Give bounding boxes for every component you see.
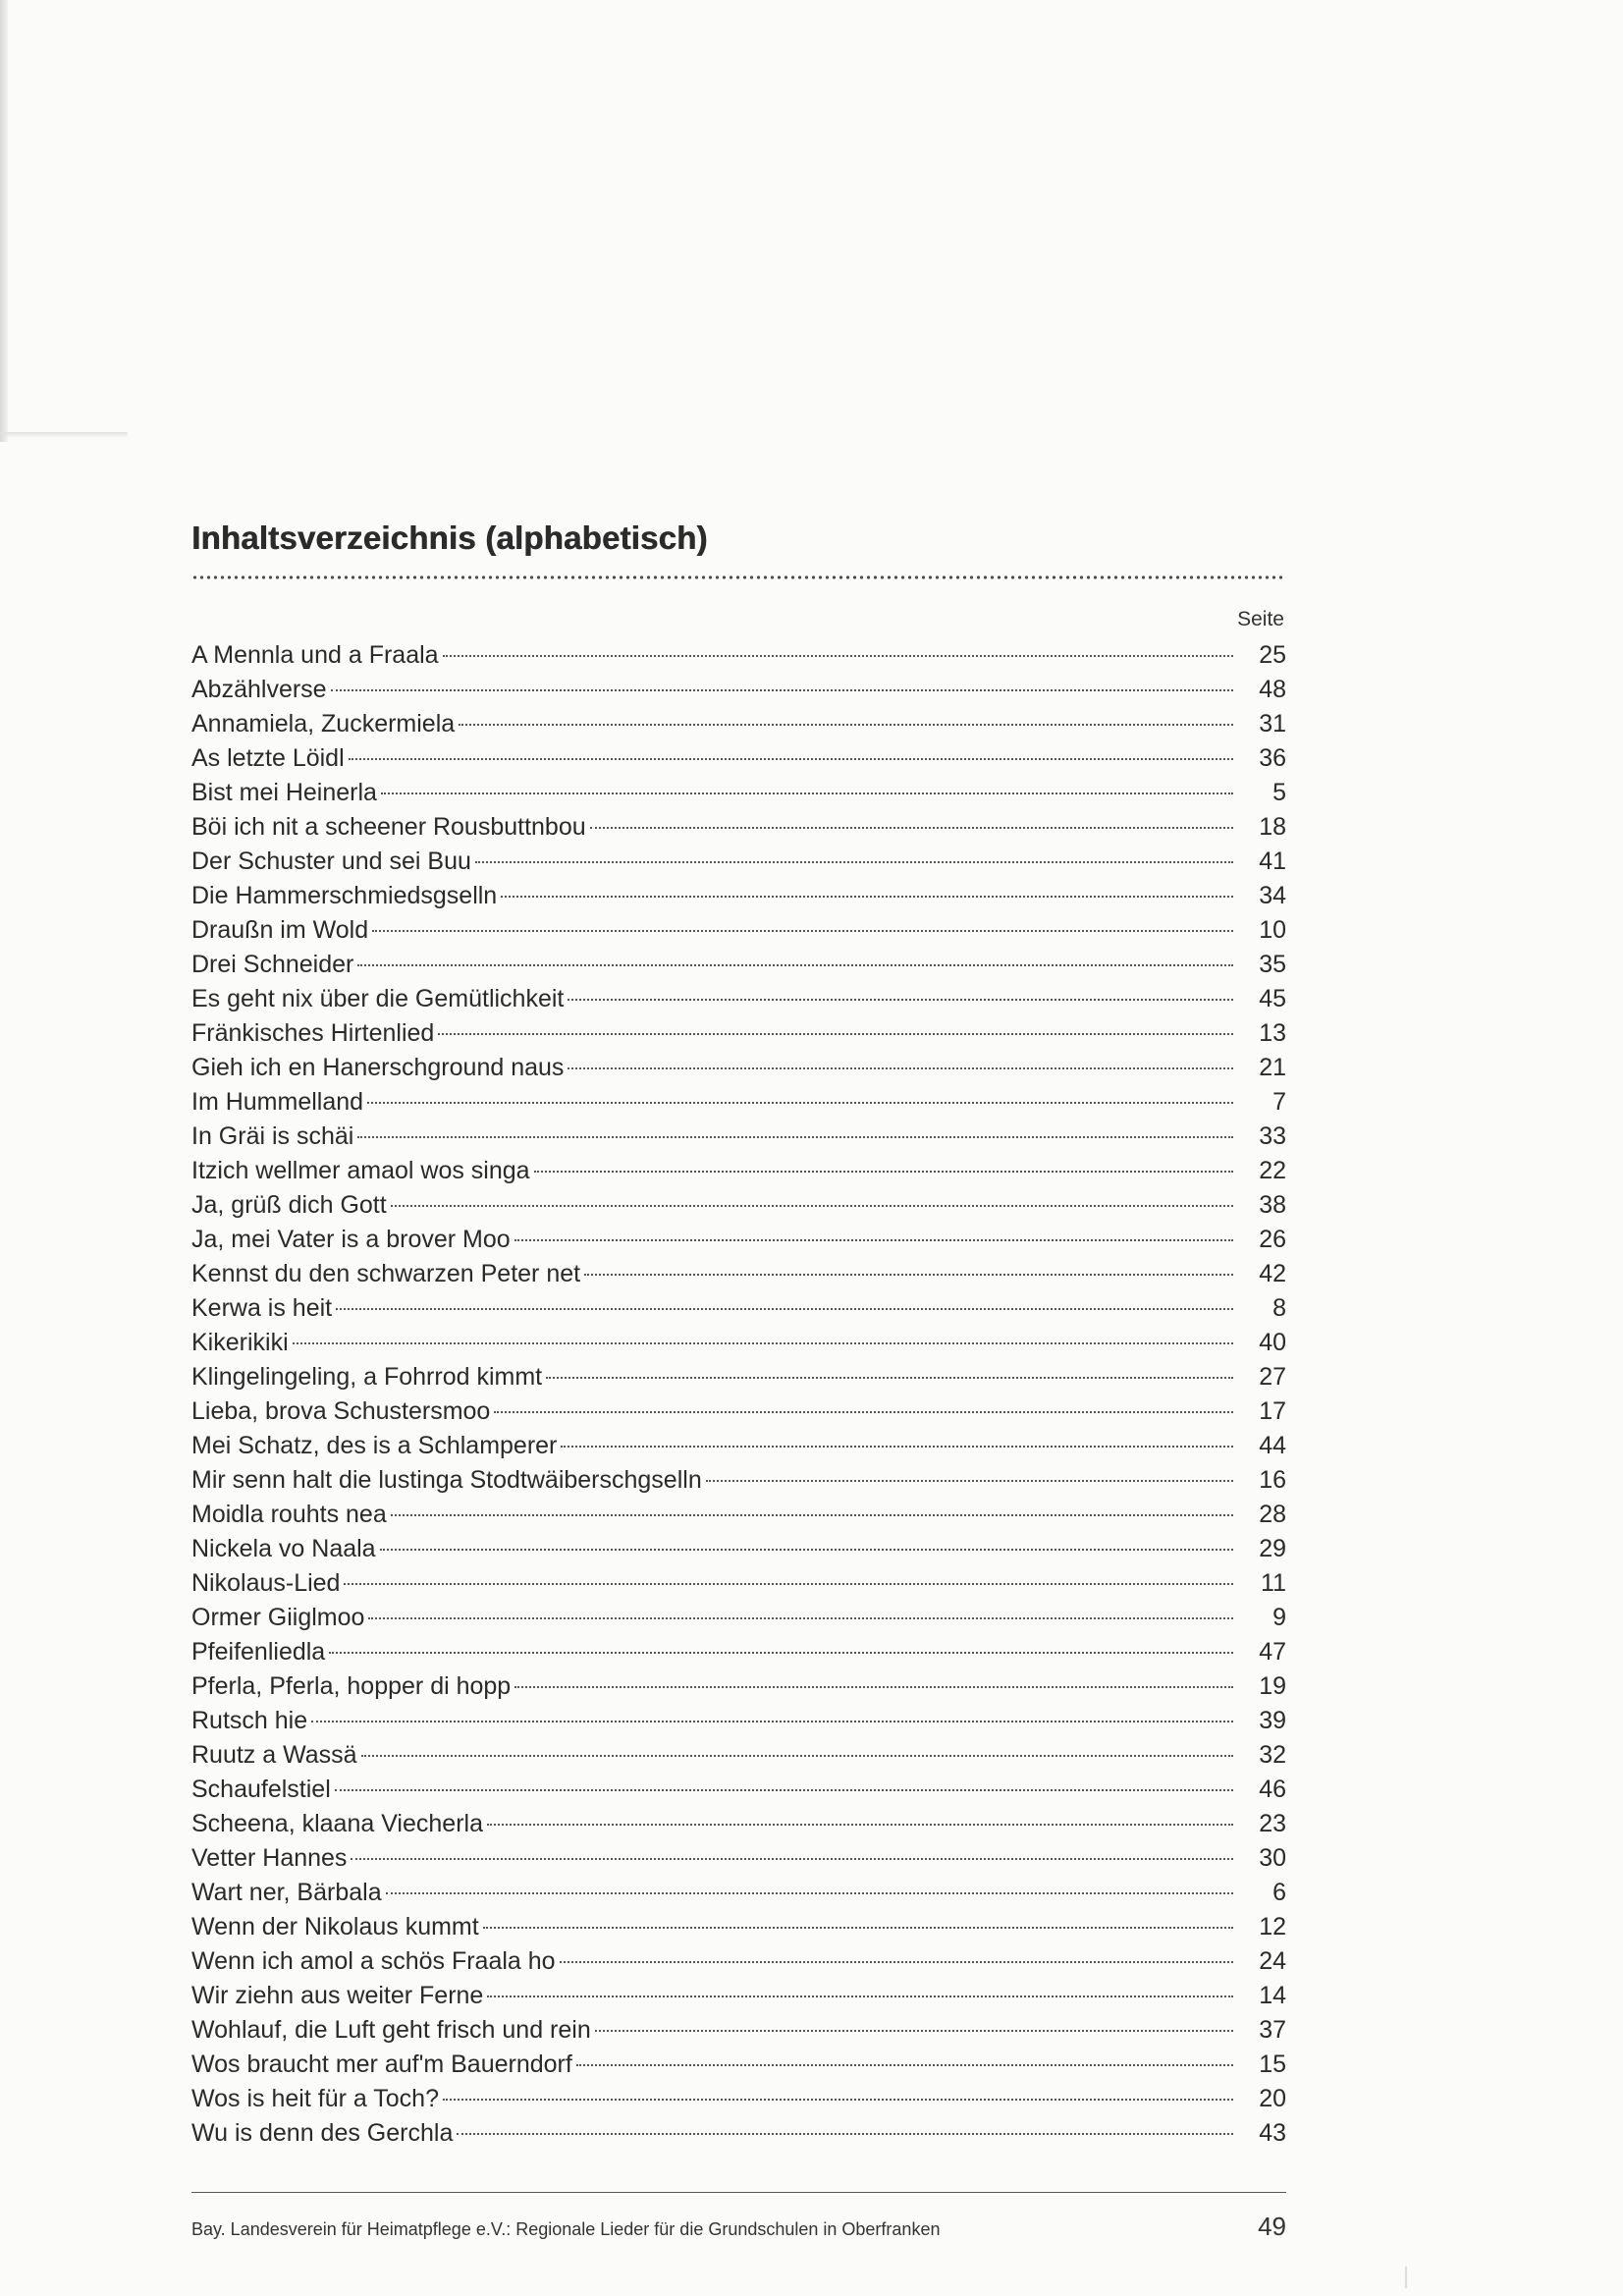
toc-entry-title: Kennst du den schwarzen Peter net [191,1260,581,1287]
dot-leader [361,1755,1233,1757]
dot-leader [595,2030,1233,2032]
toc-entry-title: Wir ziehn aus weiter Ferne [191,1982,484,2009]
table-of-contents [191,638,1286,2151]
toc-entry [191,1532,1286,1566]
toc-entry-title: Ormer Giiglmoo [191,1604,365,1631]
toc-entry-page: 19 [1259,1672,1286,1700]
dot-leader [381,793,1233,794]
toc-entry-page: 28 [1259,1501,1286,1528]
toc-entry-page: 15 [1259,2050,1286,2078]
dot-leader [443,2099,1233,2101]
toc-entry [191,741,1286,776]
dot-leader [487,1995,1233,1997]
toc-entry [191,1738,1286,1773]
toc-entry-title: Lieba, brova Schustersmoo [191,1397,491,1425]
toc-entry [191,2048,1286,2082]
toc-entry-page: 39 [1259,1707,1286,1734]
dot-leader [514,1686,1233,1688]
toc-entry [191,1326,1286,1360]
toc-entry-page: 43 [1259,2119,1286,2147]
toc-entry-page: 31 [1259,710,1286,738]
toc-entry [191,2116,1286,2151]
dot-leader [494,1411,1233,1413]
toc-entry [191,1154,1286,1188]
toc-entry-title: Draußn im Wold [191,916,369,944]
toc-entry-title: Wohlauf, die Luft geht frisch und rein [191,2016,591,2044]
dot-leader [475,861,1233,863]
toc-entry [191,1463,1286,1498]
toc-entry [191,1807,1286,1841]
toc-entry [191,1016,1286,1051]
toc-entry [191,638,1286,673]
dot-leader [483,1927,1233,1929]
dot-leader [487,1824,1233,1826]
toc-entry-title: Böi ich nit a scheener Rousbuttnbou [191,813,586,841]
page-column-label: Seite [1237,608,1284,630]
scan-mark [1405,2267,1407,2288]
toc-entry-title: Drei Schneider [191,951,354,978]
toc-entry-title: Klingelingeling, a Fohrrod kimmt [191,1363,543,1391]
dot-leader [336,1308,1233,1310]
toc-entry-page: 9 [1272,1604,1286,1631]
toc-entry-page: 25 [1259,641,1286,669]
toc-entry [191,1498,1286,1532]
toc-entry-title: Scheena, klaana Viecherla [191,1810,483,1837]
dot-leader [331,689,1233,691]
dot-leader [329,1652,1233,1654]
toc-entry-title: Die Hammerschmiedsgselln [191,882,498,909]
toc-entry-title: Itzich wellmer amaol wos singa [191,1157,530,1184]
toc-entry-page: 23 [1259,1810,1286,1837]
toc-entry-page: 45 [1259,985,1286,1012]
toc-entry-title: Nickela vo Naala [191,1535,376,1562]
dot-leader [335,1789,1233,1791]
page-title: Inhaltsverzeichnis (alphabetisch) [191,519,708,556]
dot-leader [311,1721,1233,1722]
toc-entry-page: 36 [1259,744,1286,772]
toc-entry-title: As letzte Löidl [191,744,345,772]
toc-entry-title: Wos is heit für a Toch? [191,2085,439,2112]
toc-entry-title: Annamiela, Zuckermiela [191,710,456,738]
toc-entry-page: 7 [1272,1088,1286,1116]
toc-entry-page: 10 [1259,916,1286,944]
toc-entry-title: Wos braucht mer auf'm Bauerndorf [191,2050,572,2078]
toc-entry [191,810,1286,845]
toc-entry-title: Ja, mei Vater is a brover Moo [191,1226,511,1253]
dot-leader [560,1961,1233,1963]
dot-leader [391,1514,1233,1516]
toc-entry [191,913,1286,948]
toc-entry [191,948,1286,982]
toc-entry [191,1360,1286,1394]
toc-entry-page: 40 [1259,1329,1286,1356]
toc-entry [191,1841,1286,1876]
dot-leader [391,1205,1233,1207]
toc-entry-title: Im Hummelland [191,1088,364,1116]
toc-entry-title: Fränkisches Hirtenlied [191,1019,435,1047]
dot-leader [534,1171,1233,1173]
toc-entry-title: In Gräi is schäi [191,1122,354,1150]
dot-leader [584,1274,1233,1276]
toc-entry [191,2082,1286,2116]
dot-leader [568,1067,1233,1069]
dot-leader [368,1617,1233,1619]
toc-entry [191,982,1286,1016]
toc-entry-page: 33 [1259,1122,1286,1150]
toc-entry [191,1120,1286,1154]
toc-entry-title: Schaufelstiel [191,1776,331,1803]
toc-entry-title: Der Schuster und sei Buu [191,847,471,875]
toc-entry-page: 34 [1259,882,1286,909]
toc-entry-page: 5 [1272,779,1286,806]
dot-leader [459,724,1233,726]
toc-entry [191,1979,1286,2013]
toc-entry [191,1051,1286,1085]
toc-entry [191,1944,1286,1979]
toc-entry-page: 27 [1259,1363,1286,1391]
dot-leader [514,1239,1233,1241]
toc-entry [191,1601,1286,1635]
toc-entry-title: Gieh ich en Hanerschground naus [191,1054,565,1081]
dot-leader [546,1377,1233,1379]
toc-entry-page: 26 [1259,1226,1286,1253]
dot-leader [561,1446,1233,1448]
toc-entry-page: 12 [1259,1913,1286,1941]
dotted-divider [191,575,1286,579]
dot-leader [501,896,1233,898]
toc-entry-page: 17 [1259,1397,1286,1425]
toc-entry-page: 8 [1272,1294,1286,1322]
toc-entry-title: Pfeifenliedla [191,1638,326,1666]
toc-entry-title: Es geht nix über die Gemütlichkeit [191,985,565,1012]
toc-entry-title: Kerwa is heit [191,1294,333,1322]
toc-entry-title: Kikerikiki [191,1329,289,1356]
toc-entry-page: 29 [1259,1535,1286,1562]
toc-entry-title: Ruutz a Wassä [191,1741,357,1769]
toc-entry-page: 48 [1259,676,1286,703]
toc-entry-page: 42 [1259,1260,1286,1287]
toc-entry [191,673,1286,707]
toc-entry-page: 16 [1259,1466,1286,1494]
toc-entry-page: 6 [1272,1879,1286,1906]
dot-leader [457,2133,1233,2135]
toc-entry-page: 37 [1259,2016,1286,2044]
toc-entry [191,1910,1286,1944]
toc-entry-page: 20 [1259,2085,1286,2112]
toc-entry-title: Vetter Hannes [191,1844,348,1872]
dot-leader [372,930,1233,932]
toc-entry-page: 47 [1259,1638,1286,1666]
page-footer [191,2212,1286,2242]
toc-entry-title: A Mennla und a Fraala [191,641,439,669]
toc-entry [191,1394,1286,1429]
toc-entry [191,1429,1286,1463]
toc-entry [191,1188,1286,1223]
dot-leader [351,1858,1233,1860]
toc-entry-title: Mir senn halt die lustinga Stodtwäiberschgselln [191,1466,702,1494]
toc-entry-title: Rutsch hie [191,1707,308,1734]
dot-leader [438,1033,1233,1035]
dot-leader [349,758,1233,760]
dot-leader [357,964,1233,966]
toc-entry-title: Bist mei Heinerla [191,779,377,806]
toc-entry [191,879,1286,913]
dot-leader [357,1136,1233,1138]
toc-entry-page: 44 [1259,1432,1286,1459]
toc-entry-page: 41 [1259,847,1286,875]
toc-entry-page: 30 [1259,1844,1286,1872]
toc-entry-page: 38 [1259,1191,1286,1219]
dot-leader [706,1480,1233,1482]
toc-entry [191,1223,1286,1257]
dot-leader [380,1549,1233,1551]
toc-entry [191,1704,1286,1738]
toc-entry-title: Abzählverse [191,676,327,703]
toc-entry [191,1291,1286,1326]
toc-entry-page: 32 [1259,1741,1286,1769]
toc-entry-page: 46 [1259,1776,1286,1803]
toc-entry-title: Nikolaus-Lied [191,1569,341,1597]
toc-entry [191,845,1286,879]
toc-entry-title: Ja, grüß dich Gott [191,1191,387,1219]
toc-entry [191,1257,1286,1291]
footer-publisher-text: Bay. Landesverein für Heimatpflege e.V.: Regionale Lieder für die Grundschulen in Oberfranken [191,2219,941,2239]
toc-entry-page: 35 [1259,951,1286,978]
toc-entry-page: 18 [1259,813,1286,841]
dot-leader [590,827,1233,829]
document-page [191,519,1286,2151]
toc-entry [191,1566,1286,1601]
footer-divider [191,2192,1286,2193]
toc-entry [191,1635,1286,1669]
toc-entry [191,707,1286,741]
toc-entry-page: 11 [1261,1569,1286,1597]
footer-page-number: 49 [1258,2212,1286,2241]
toc-entry-title: Wu is denn des Gerchla [191,2119,454,2147]
toc-entry-title: Moidla rouhts nea [191,1501,387,1528]
toc-entry [191,1669,1286,1704]
toc-entry-title: Wart ner, Bärbala [191,1879,382,1906]
toc-entry-page: 13 [1259,1019,1286,1047]
toc-entry-title: Wenn ich amol a schös Fraala ho [191,1947,556,1975]
dot-leader [367,1102,1233,1104]
toc-entry-title: Mei Schatz, des is a Schlamperer [191,1432,558,1459]
toc-entry [191,776,1286,810]
toc-entry [191,1876,1286,1910]
toc-entry [191,1773,1286,1807]
dot-leader [344,1583,1233,1585]
toc-entry-page: 21 [1259,1054,1286,1081]
scan-shadow-left [0,0,8,442]
toc-entry [191,2013,1286,2048]
scan-shadow-top [0,432,128,438]
dot-leader [293,1342,1233,1344]
dot-leader [386,1892,1233,1894]
toc-entry-page: 24 [1259,1947,1286,1975]
toc-entry [191,1085,1286,1120]
dot-leader [576,2064,1233,2066]
toc-entry-page: 22 [1259,1157,1286,1184]
dot-leader [443,655,1233,657]
toc-entry-title: Wenn der Nikolaus kummt [191,1913,479,1941]
toc-entry-title: Pferla, Pferla, hopper di hopp [191,1672,512,1700]
dot-leader [568,999,1233,1001]
toc-entry-page: 14 [1259,1982,1286,2009]
